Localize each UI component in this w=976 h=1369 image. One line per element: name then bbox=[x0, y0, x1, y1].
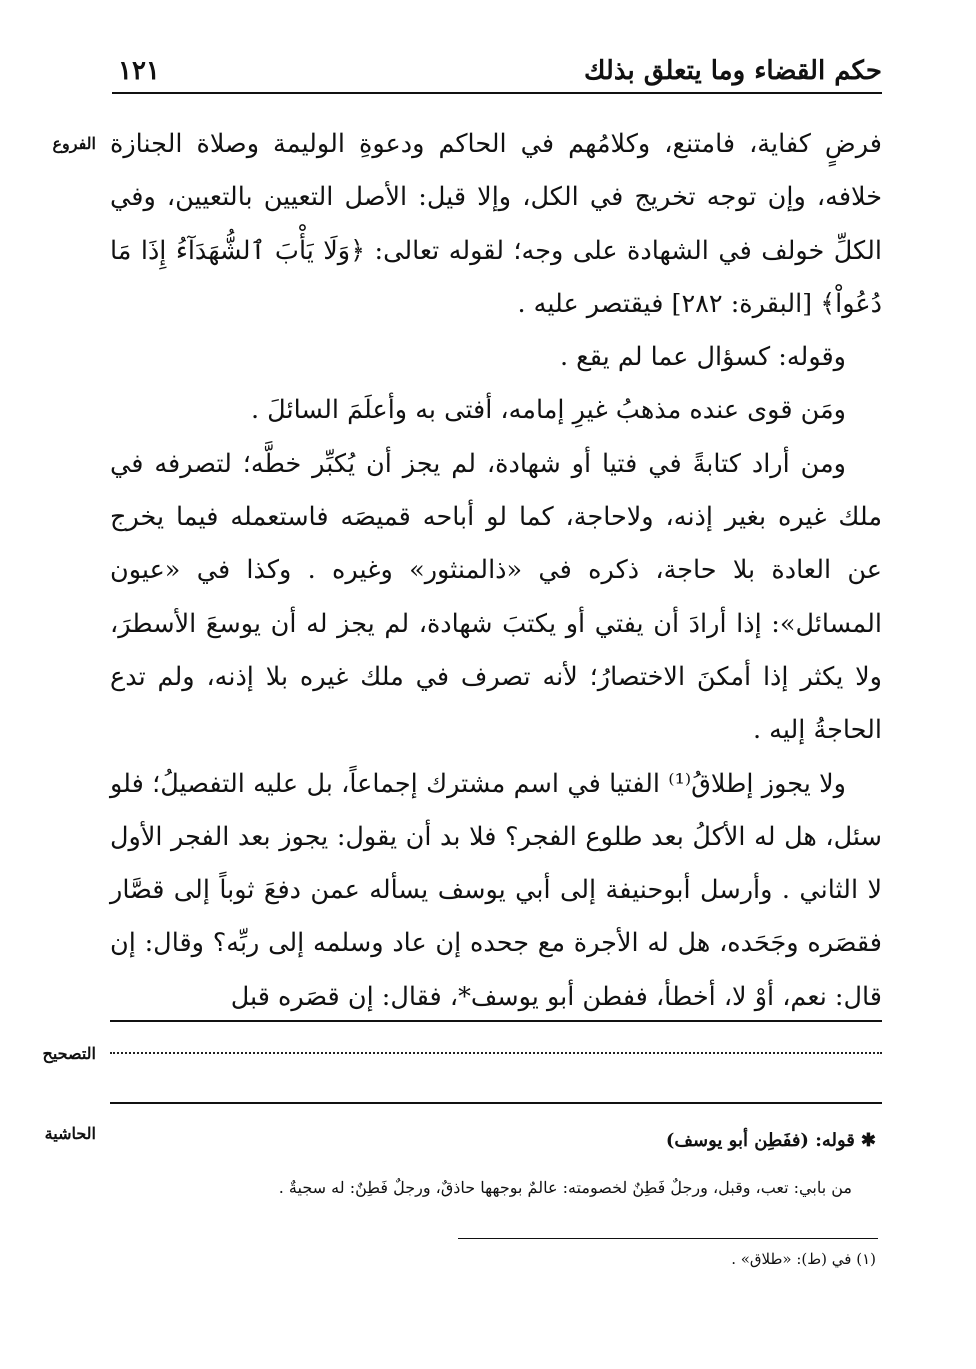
margin-label-annotation: الحاشية bbox=[44, 1124, 96, 1143]
asterisk-icon: ✱ bbox=[860, 1130, 876, 1151]
main-text bbox=[110, 118, 882, 1024]
paragraph: فرضٍ كفاية، فامتنع، وكلامُهم في الحاكم ودعوةِ الوليمة وصلاة الجنازة خلافه، وإن توجه تخريج في الكل، وإلا قيل: الأصل التعيين بالتعيين، وفي الكلِّ خولف في الشهادة على وجه؛ لقوله تعالى: ﴿وَلَا يَأْبَ ٱلشُّهَدَآءُ إِذَا مَا دُعُواْ﴾ [البقرة: ٢٨٢] فيقتصر عليه . bbox=[110, 129, 882, 319]
text-separator bbox=[110, 1020, 882, 1022]
paragraph: ومَن قوى عنده مذهبُ غيرِ إمامه، أفتى به وأعلَمَ السائلَ . bbox=[250, 395, 846, 426]
annotation-separator bbox=[110, 1102, 882, 1104]
annotation-title bbox=[666, 1130, 876, 1151]
annotation-body: من بابي: تعب، وقبل، ورجلٌ فَطِنٌ لخصومته: عالمٌ بوجهها حاذقٌ، ورجلٌ فَطِنٌ: له سجيةٌ . bbox=[278, 1178, 852, 1197]
running-title: حكم القضاء وما يتعلق بذلك bbox=[584, 56, 882, 86]
page-number: ١٢١ bbox=[118, 56, 160, 86]
footnote-separator bbox=[458, 1238, 878, 1239]
paragraph: ولا يجوز إطلاقُ⁽¹⁾ الفتيا في اسم مشترك إجماعاً، بل عليه التفصيلُ؛ فلو سئل، هل له الأكلُ بعد طلوع الفجر؟ فلا بد أن يقول: يجوز بعد الفجر الأول لا الثاني . وأرسل أبوحنيفة إلى أبي يوسف يسأله عمن دفعَ ثوباً إلى قصَّار فقصَره وجَحَده، هل له الأجرة مع جحده إن عاد وسلمه إلى ربِّه؟ وقال: إن قال: نعم، أوْ لا، أخطأ، ففطن أبو يوسف*، فقال: إن قصَره قبل bbox=[110, 768, 882, 1012]
footnote: (١) في (ط): «طلاق» . bbox=[731, 1250, 876, 1268]
annotation-title-text: قوله: (ففَطِن أبو يوسف) bbox=[665, 1130, 855, 1151]
page-header bbox=[112, 52, 882, 94]
paragraph: ومن أراد كتابةً في فتيا أو شهادة، لم يجز أن يُكبِّر خطَّه؛ لتصرفه في ملك غيره بغير إذنه، ولاحاجة، كما لو أباحه قميصَه فاستعمله فيما يخرج عن العادة بلا حاجة، ذكره في «ذالمنثور» وغيره . وكذا في «عيون المسائل»: إذا أرادَ أن يفتي أو يكتبَ شهادة، لم يجز له أن يوسعَ الأسطرَ، ولا يكثر إذا أمكنَ الاختصارُ؛ لأنه تصرف في ملك غيره بلا إذنه، ولم تدع الحاجةُ إليه . bbox=[110, 448, 882, 746]
margin-label-branches: الفروع bbox=[52, 134, 96, 153]
margin-label-correction: التصحيح bbox=[42, 1044, 96, 1063]
correction-dotted-line bbox=[110, 1052, 882, 1054]
paragraph: وقوله: كسؤال عما لم يقع . bbox=[559, 342, 846, 373]
